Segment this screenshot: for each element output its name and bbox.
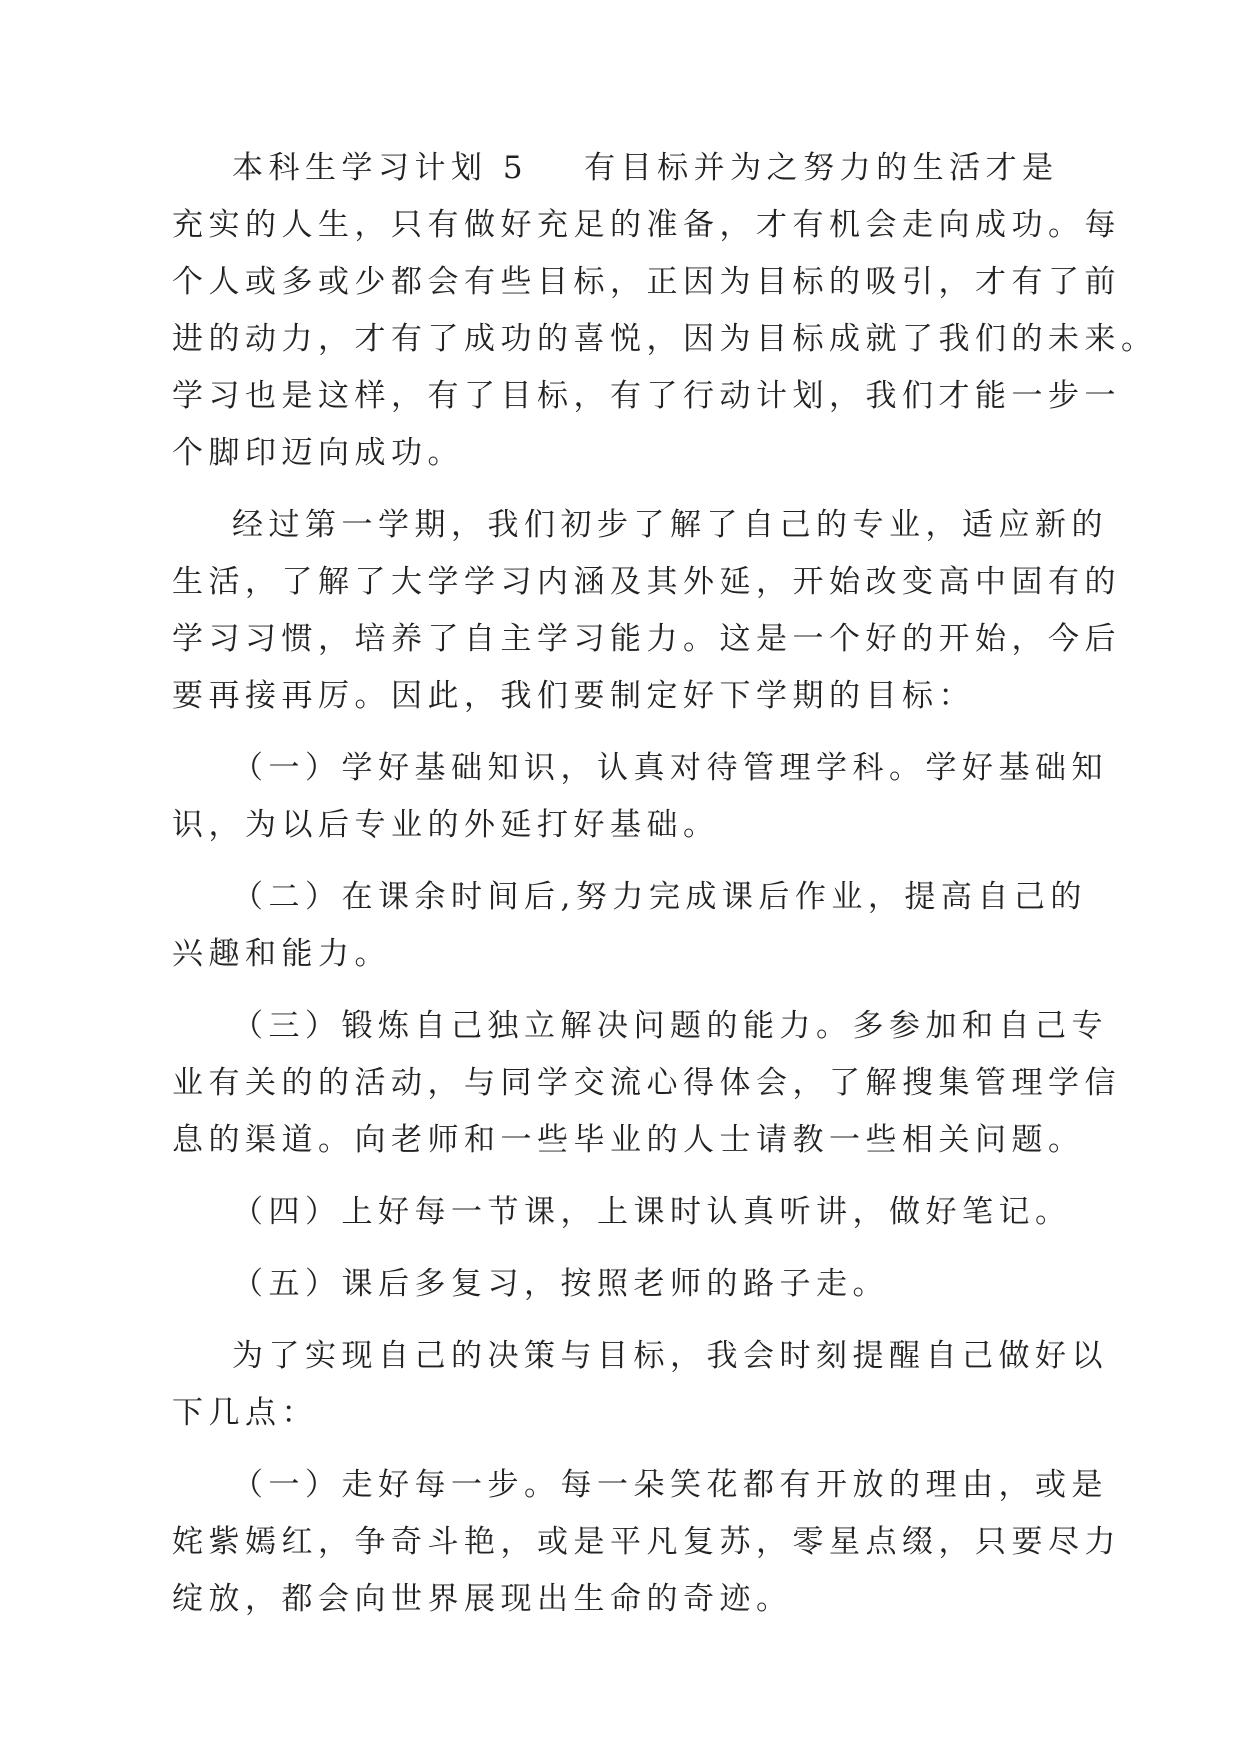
paragraph-line: 充实的人生，只有做好充足的准备，才有机会走向成功。每 <box>172 207 1121 243</box>
paragraph-line: 为了实现自己的决策与目标，我会时刻提醒自己做好以 <box>232 1338 1108 1374</box>
paragraph-line: （一）走好每一步。每一朵笑花都有开放的理由，或是 <box>232 1467 1108 1503</box>
paragraph-line: （三）锻炼自己独立解决问题的能力。多参加和自己专 <box>232 1008 1108 1044</box>
paragraph-line: （四）上好每一节课，上课时认真听讲，做好笔记。 <box>232 1194 1072 1230</box>
paragraph-line: 经过第一学期，我们初步了解了自己的专业，适应新的 <box>232 507 1108 543</box>
paragraph-line: 兴趣和能力。 <box>172 936 391 972</box>
paragraph-line: 个人或多或少都会有些目标，正因为目标的吸引，才有了前 <box>172 264 1121 300</box>
paragraph-line: （二）在课余时间后,努力完成课后作业，提高自己的 <box>232 879 1087 915</box>
paragraph-line: 姹紫嫣红，争奇斗艳，或是平凡复苏，零星点缀，只要尽力 <box>172 1524 1121 1560</box>
document-heading: 本科生学习计划 5 <box>232 150 529 186</box>
paragraph-line: 学习习惯，培养了自主学习能力。这是一个好的开始，今后 <box>172 621 1121 657</box>
document-line <box>232 148 1059 188</box>
paragraph-line: 下几点： <box>172 1395 318 1431</box>
paragraph-line: 识，为以后专业的外延打好基础。 <box>172 807 720 843</box>
paragraph-line: （五）课后多复习，按照老师的路子走。 <box>232 1266 889 1302</box>
paragraph-line: 个脚印迈向成功。 <box>172 435 464 471</box>
paragraph-line: （一）学好基础知识，认真对待管理学科。学好基础知 <box>232 750 1108 786</box>
paragraph-line: 要再接再厉。因此，我们要制定好下学期的目标： <box>172 678 975 714</box>
paragraph-line: 生活，了解了大学学习内涵及其外延，开始改变高中固有的 <box>172 564 1121 600</box>
paragraph-line: 进的动力，才有了成功的喜悦，因为目标成就了我们的未来。 <box>172 321 1158 357</box>
paragraph-line: 绽放，都会向世界展现出生命的奇迹。 <box>172 1581 793 1617</box>
paragraph-line: 业有关的的活动，与同学交流心得体会，了解搜集管理学信 <box>172 1065 1121 1101</box>
paragraph-line: 学习也是这样，有了目标，有了行动计划，我们才能一步一 <box>172 378 1121 414</box>
paragraph-line: 息的渠道。向老师和一些毕业的人士请教一些相关问题。 <box>172 1122 1085 1158</box>
paragraph-line: 有目标并为之努力的生活才是 <box>584 150 1059 186</box>
